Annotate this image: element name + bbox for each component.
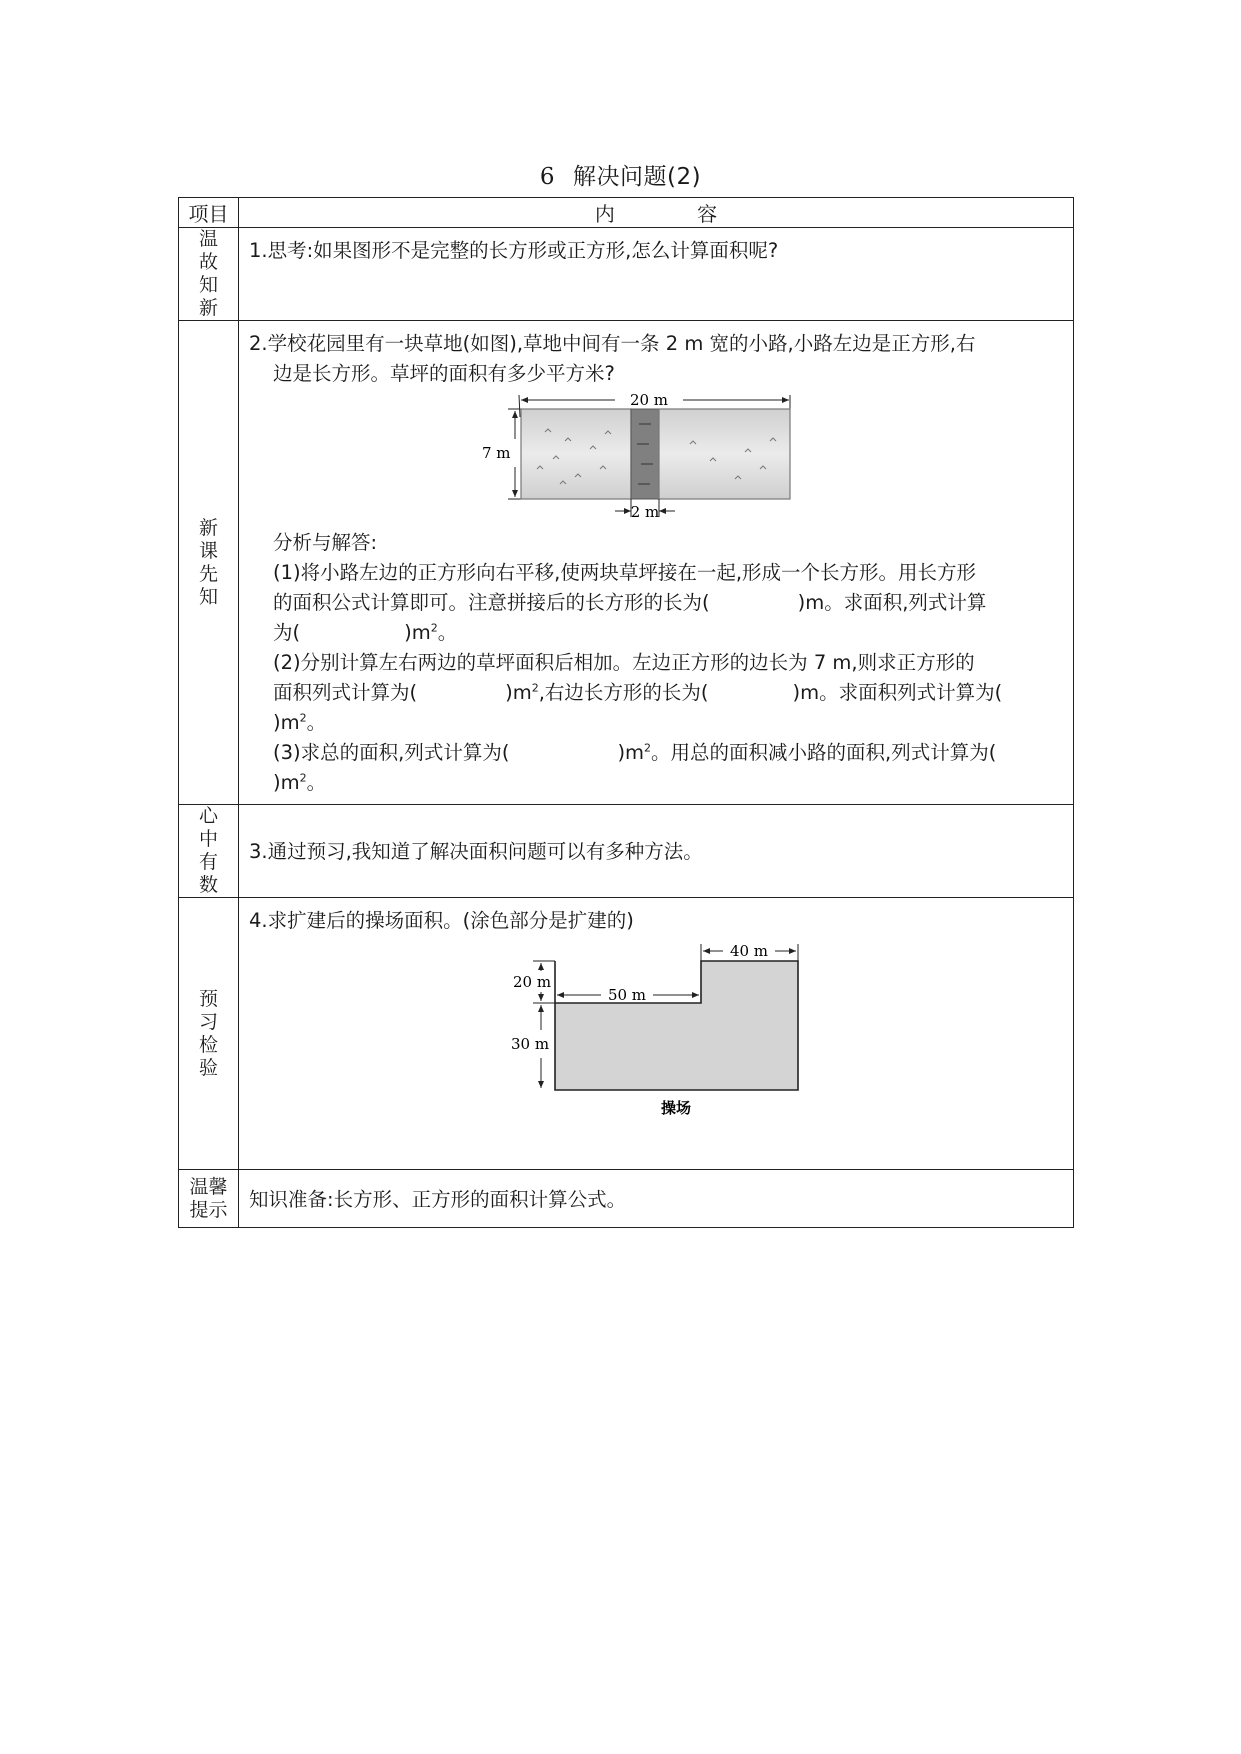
analysis-p2-a: (2)分别计算左右两边的草坪面积后相加。左边正方形的边长为 7 m,则求正方形的: [273, 651, 975, 674]
label-mind: 心 中 有 数: [179, 805, 239, 898]
bottom-height-label: 30 m: [511, 1035, 550, 1053]
question-2-line2: 边是长方形。草坪的面积有多少平方米?: [273, 362, 615, 385]
grass-diagram: [482, 389, 805, 524]
header-item: 项目: [179, 198, 239, 228]
analysis-title: 分析与解答:: [273, 531, 378, 554]
cell-check: [239, 898, 1074, 1170]
tip-text: 知识准备:长方形、正方形的面积计算公式。: [249, 1187, 627, 1211]
row-review: [179, 228, 1074, 321]
table-header-row: [179, 198, 1074, 228]
row-mind: [179, 805, 1074, 898]
worksheet-table: [178, 197, 1074, 1228]
cell-tip: [239, 1170, 1074, 1228]
analysis-p1-b: 的面积公式计算即可。注意拼接后的长方形的长为( )m。求面积,列式计算: [273, 591, 987, 614]
question-3: 3.通过预习,我知道了解决面积问题可以有多种方法。: [249, 840, 703, 863]
analysis-p2-c: )$m^2$。: [273, 711, 327, 734]
analysis-p1-a: (1)将小路左边的正方形向右平移,使两块草坪接在一起,形成一个长方形。用长方形: [273, 561, 977, 584]
question-4: 4.求扩建后的操场面积。(涂色部分是扩建的): [249, 909, 634, 932]
grass-figure: [249, 389, 1063, 524]
path-width-label: 2 m: [630, 503, 660, 521]
cell-review: [239, 228, 1074, 321]
playground-diagram: [513, 940, 843, 1130]
analysis-p3-b: )$m^2$。: [273, 771, 327, 794]
inner-width-label: 50 m: [607, 986, 647, 1004]
playground-caption: 操场: [660, 1099, 692, 1117]
analysis-p2-b: 面积列式计算为( )$m^2$,右边长方形的长为( )m。求面积列式计算为(: [273, 681, 1003, 704]
label-review: 温 故 知 新: [179, 228, 239, 321]
analysis-p1-c: 为( )$m^2$。: [273, 621, 458, 644]
cell-newlesson: [239, 321, 1074, 805]
lesson-title: 解决问题(2): [573, 164, 702, 190]
row-tip: [179, 1170, 1074, 1228]
page-title: [0, 158, 1241, 191]
analysis-p3-a: (3)求总的面积,列式计算为( )$m^2$。用总的面积减小路的面积,列式计算为(: [273, 741, 997, 764]
top-height-label: 20 m: [513, 973, 552, 991]
cell-mind: [239, 805, 1074, 898]
row-check: [179, 898, 1074, 1170]
question-2-line1: 2.学校花园里有一块草地(如图),草地中间有一条 2 m 宽的小路,小路左边是正方形,右: [249, 332, 976, 355]
width-label: 20 m: [629, 391, 669, 409]
label-tip: 温馨 提示: [179, 1170, 239, 1228]
playground-figure: [249, 936, 1063, 1126]
height-label: 7 m: [482, 444, 511, 462]
label-check: 预 习 检 验: [179, 898, 239, 1170]
question-1: 1.思考:如果图形不是完整的长方形或正方形,怎么计算面积呢?: [249, 239, 779, 262]
lesson-number: 6: [539, 164, 556, 190]
label-newlesson: 新 课 先 知: [179, 321, 239, 805]
header-content: 内 容: [239, 198, 1074, 228]
top-width-label: 40 m: [729, 942, 769, 960]
row-newlesson: [179, 321, 1074, 805]
